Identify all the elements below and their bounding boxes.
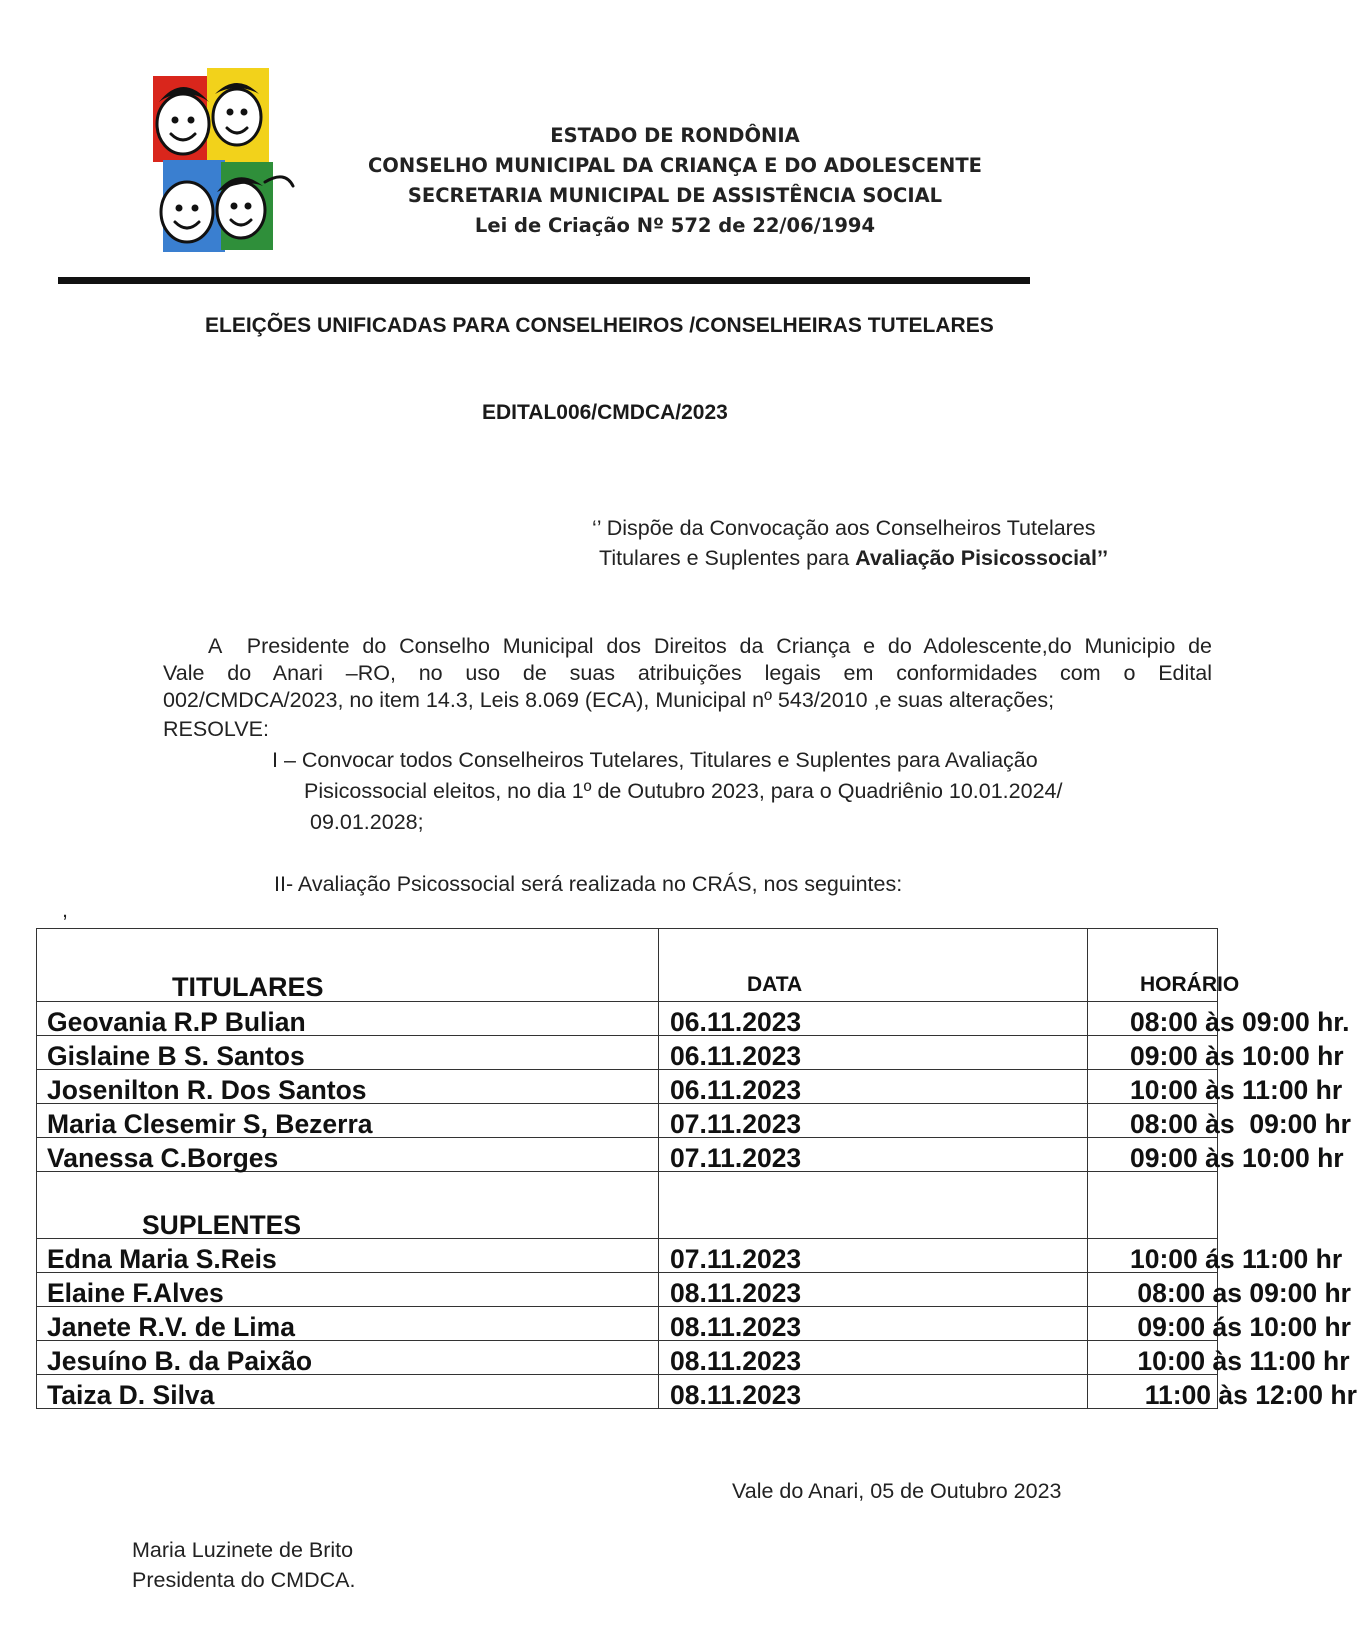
summary-line-2-bold: Avaliação Pisicossocial’’ xyxy=(855,546,1109,570)
schedule-table xyxy=(36,928,1357,1410)
empty-cell xyxy=(1088,1172,1218,1239)
summary-line-1: ‘’ Dispõe da Convocação aos Conselheiros Tutelares xyxy=(592,516,1096,540)
table-row xyxy=(37,1104,1218,1138)
place-date: Vale do Anari, 05 de Outubro 2023 xyxy=(732,1479,1062,1503)
time-cell: 08:00 as 09:00 hr xyxy=(1088,1273,1218,1307)
time-cell: 10:00 ás 11:00 hr xyxy=(1088,1239,1218,1273)
table-row xyxy=(37,1002,1218,1036)
table-row xyxy=(37,1070,1218,1104)
summary-line-2-text: Titulares e Suplentes para xyxy=(599,546,856,570)
name-cell: Taiza D. Silva xyxy=(37,1375,659,1409)
name-cell: Josenilton R. Dos Santos xyxy=(37,1070,659,1104)
name-cell: Edna Maria S.Reis xyxy=(37,1239,659,1273)
paragraph-line-2: Vale do Anari –RO, no uso de suas atribuições legais em conformidades com o Edital xyxy=(163,661,1212,685)
item-2: II- Avaliação Psicossocial será realizada no CRÁS, nos seguintes: xyxy=(274,872,903,896)
time-cell: 08:00 às 09:00 hr. xyxy=(1088,1002,1218,1036)
date-cell: 07.11.2023 xyxy=(659,1104,1088,1138)
header-horario: HORÁRIO xyxy=(1088,929,1218,1002)
table-row xyxy=(37,1138,1218,1172)
table-row xyxy=(37,1341,1218,1375)
item-1-line-2: Pisicossocial eleitos, no dia 1º de Outubro 2023, para o Quadriênio 10.01.2024/ xyxy=(304,779,1063,803)
header-secretariat: SECRETARIA MUNICIPAL DE ASSISTÊNCIA SOCIAL xyxy=(407,184,943,207)
summary-line-2 xyxy=(599,546,1108,571)
resolve-label: RESOLVE: xyxy=(163,717,269,741)
date-cell: 08.11.2023 xyxy=(659,1341,1088,1375)
date-cell: 06.11.2023 xyxy=(659,1002,1088,1036)
time-cell: 11:00 às 12:00 hr xyxy=(1088,1375,1218,1409)
header-council: CONSELHO MUNICIPAL DA CRIANÇA E DO ADOLESCENTE xyxy=(367,154,982,177)
table-row xyxy=(37,1239,1218,1273)
time-cell: 10:00 às 11:00 hr xyxy=(1088,1341,1218,1375)
header-law: Lei de Criação Nº 572 de 22/06/1994 xyxy=(474,214,876,237)
signer-name: Maria Luzinete de Brito xyxy=(132,1538,354,1562)
date-cell: 06.11.2023 xyxy=(659,1070,1088,1104)
time-cell: 09:00 às 10:00 hr xyxy=(1088,1138,1218,1172)
header-titulares: TITULARES xyxy=(37,929,659,1002)
item-1-line-3: 09.01.2028; xyxy=(310,810,424,834)
table-row xyxy=(37,1036,1218,1070)
paragraph-line-3: 002/CMDCA/2023, no item 14.3, Leis 8.069 (ECA), Municipal nº 543/2010 ,e suas alterações; xyxy=(163,688,1055,712)
table-row xyxy=(37,1307,1218,1341)
time-cell: 08:00 às 09:00 hr xyxy=(1088,1104,1218,1138)
name-cell: Elaine F.Alves xyxy=(37,1273,659,1307)
suplentes-header-row xyxy=(37,1172,1218,1239)
signer-role: Presidenta do CMDCA. xyxy=(132,1568,356,1592)
paragraph-line-1: A Presidente do Conselho Municipal dos Direitos da Criança e do Adolescente,do Municipio de xyxy=(208,634,1212,658)
name-cell: Jesuíno B. da Paixão xyxy=(37,1341,659,1375)
date-cell: 08.11.2023 xyxy=(659,1375,1088,1409)
time-cell: 10:00 às 11:00 hr xyxy=(1088,1070,1218,1104)
name-cell: Maria Clesemir S, Bezerra xyxy=(37,1104,659,1138)
header-divider xyxy=(58,277,1030,284)
table-row xyxy=(37,1375,1218,1409)
page-title: ELEIÇÕES UNIFICADAS PARA CONSELHEIROS /CONSELHEIRAS TUTELARES xyxy=(205,314,994,337)
date-cell: 07.11.2023 xyxy=(659,1239,1088,1273)
name-cell: Janete R.V. de Lima xyxy=(37,1307,659,1341)
stray-mark: , xyxy=(62,898,68,922)
children-faces-logo xyxy=(145,62,300,262)
item-1-line-1: I – Convocar todos Conselheiros Tutelares, Titulares e Suplentes para Avaliação xyxy=(272,748,1038,772)
time-cell: 09:00 às 10:00 hr xyxy=(1088,1036,1218,1070)
date-cell: 08.11.2023 xyxy=(659,1273,1088,1307)
table-header-row xyxy=(37,929,1218,1002)
date-cell: 07.11.2023 xyxy=(659,1138,1088,1172)
name-cell: Gislaine B S. Santos xyxy=(37,1036,659,1070)
time-cell: 09:00 ás 10:00 hr xyxy=(1088,1307,1218,1341)
date-cell: 06.11.2023 xyxy=(659,1036,1088,1070)
edital-number: EDITAL006/CMDCA/2023 xyxy=(482,401,728,424)
header-suplentes: SUPLENTES xyxy=(37,1172,659,1239)
header-data: DATA xyxy=(659,929,1088,1002)
date-cell: 08.11.2023 xyxy=(659,1307,1088,1341)
name-cell: Vanessa C.Borges xyxy=(37,1138,659,1172)
table-row xyxy=(37,1273,1218,1307)
name-cell: Geovania R.P Bulian xyxy=(37,1002,659,1036)
header-state: ESTADO DE RONDÔNIA xyxy=(550,124,800,147)
empty-cell xyxy=(659,1172,1088,1239)
